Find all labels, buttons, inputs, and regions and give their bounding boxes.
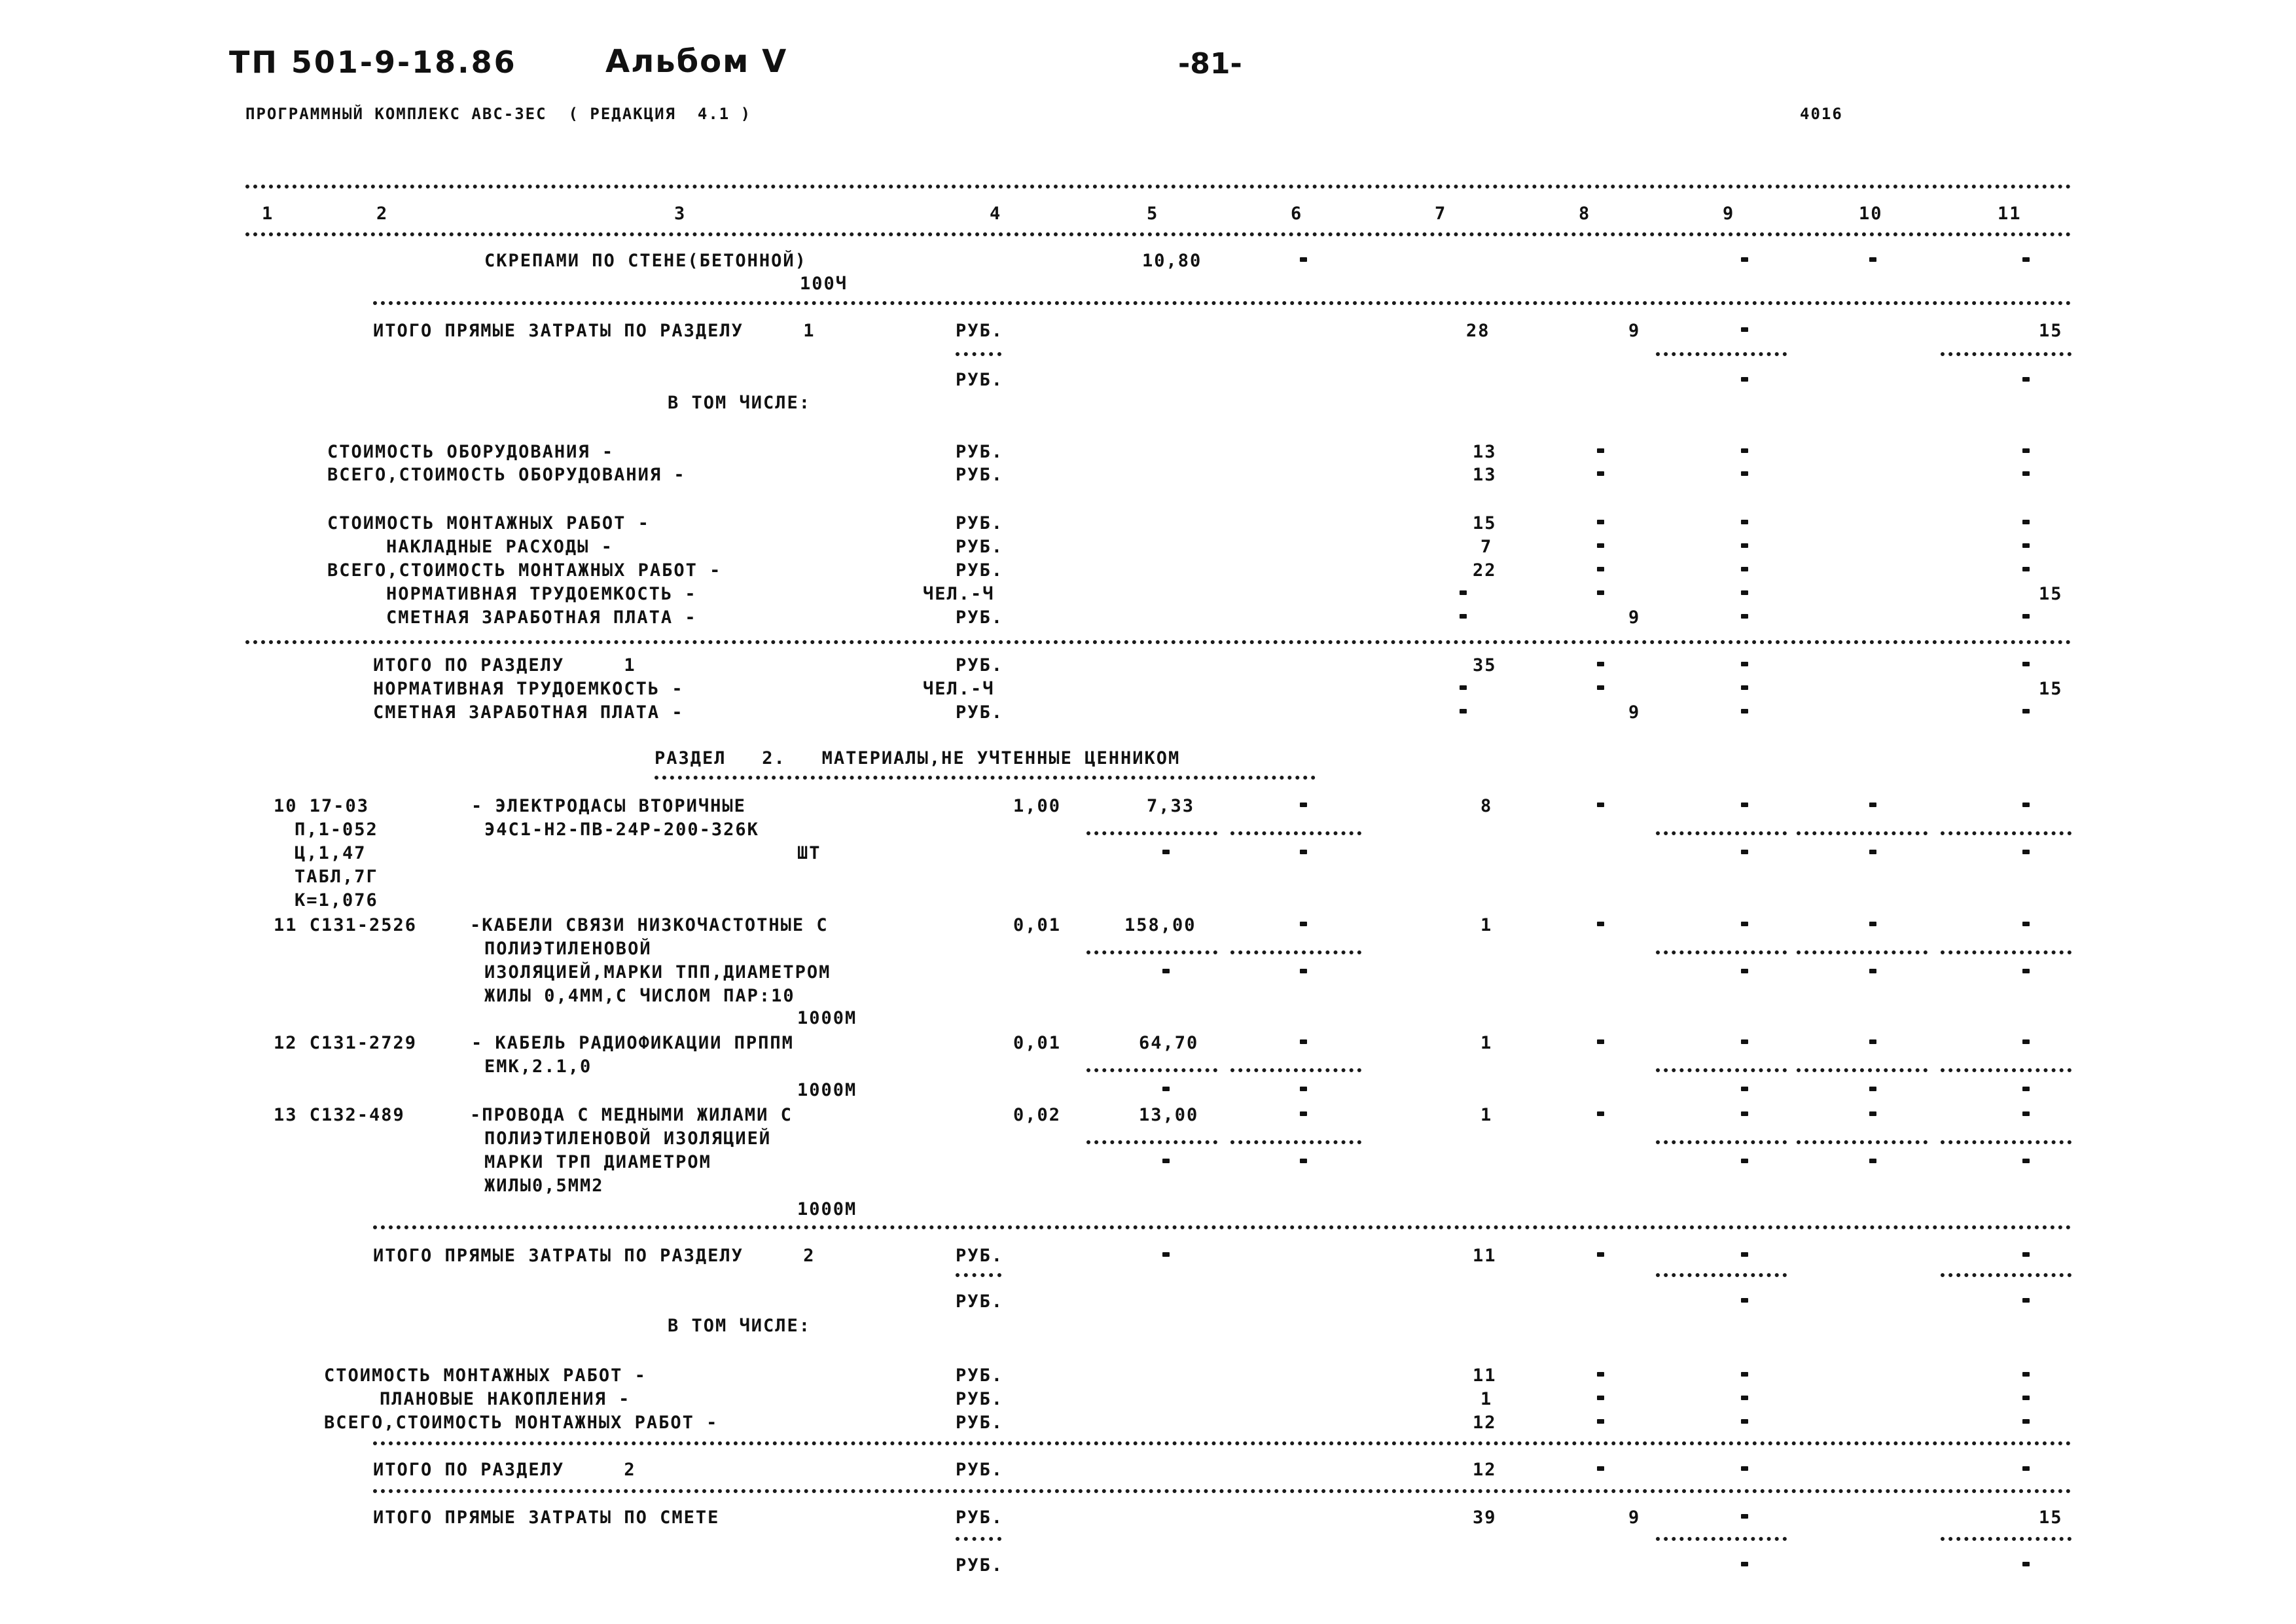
column-header: 4	[990, 204, 1002, 224]
item-description: ЖИЛЫ 0,4ММ,С ЧИСЛОМ ПАР:10	[484, 986, 795, 1006]
value: 1	[1480, 1033, 1493, 1053]
dash-mark	[1869, 1111, 1876, 1116]
unit: РУБ.	[956, 1460, 1004, 1480]
unit: РУБ.	[956, 465, 1004, 485]
dash-mark	[1597, 803, 1604, 807]
document-number: 4016	[1800, 105, 1843, 123]
unit-price: 13,00	[1139, 1105, 1199, 1125]
dash-mark	[1869, 257, 1876, 262]
document-code: ТП 501-9-18.86	[229, 45, 517, 80]
separator	[1656, 1068, 1787, 1072]
dash-mark	[1741, 1159, 1748, 1163]
item-description: - ЭЛЕКТРОДАСЫ ВТОРИЧНЫЕ	[471, 796, 746, 816]
dash-mark	[1597, 1372, 1604, 1377]
item-description: -КАБЕЛИ СВЯЗИ НИЗКОЧАСТОТНЫЕ С	[470, 915, 829, 935]
cost-label: СТОИМОСТЬ ОБОРУДОВАНИЯ -	[327, 442, 615, 462]
dash-mark	[2022, 543, 2030, 548]
dash-mark	[1597, 1252, 1604, 1257]
program-label: ПРОГРАММНЫЙ КОМПЛЕКС АВС-ЗЕС ( РЕДАКЦИЯ 4.1 )	[245, 105, 752, 123]
value: 35	[1473, 655, 1497, 676]
section-total-label: ИТОГО ПО РАЗДЕЛУ 2	[373, 1460, 636, 1480]
value: 12	[1473, 1413, 1497, 1433]
value: 1	[1480, 1105, 1493, 1125]
unit: РУБ.	[956, 321, 1004, 341]
dash-mark	[1300, 1159, 1307, 1163]
dash-mark	[1741, 1466, 1748, 1471]
separator	[1941, 950, 2072, 954]
dash-mark	[1597, 448, 1604, 453]
dash-mark	[1869, 803, 1876, 807]
value: 15	[1473, 513, 1497, 533]
dash-mark	[1741, 448, 1748, 453]
subsection-heading: В ТОМ ЧИСЛЕ:	[668, 1316, 812, 1336]
item-description: ПОЛИЭТИЛЕНОВОЙ ИЗОЛЯЦИЕЙ	[484, 1128, 772, 1149]
dash-mark	[1597, 1466, 1604, 1471]
separator	[956, 352, 1001, 356]
value: 22	[1473, 560, 1497, 581]
item-unit: 1000М	[797, 1199, 857, 1219]
value: 11	[1473, 1246, 1497, 1266]
value: 39	[1473, 1507, 1497, 1528]
dash-mark	[1162, 1159, 1170, 1163]
dash-mark	[1597, 1419, 1604, 1424]
separator	[1941, 352, 2072, 356]
dash-mark	[2022, 922, 2030, 926]
dash-mark	[2022, 1039, 2030, 1044]
unit: РУБ.	[956, 560, 1004, 581]
dash-mark	[1741, 1252, 1748, 1257]
value: 15	[2039, 321, 2063, 341]
unit: РУБ.	[956, 1507, 1004, 1528]
item-number: 10 17-03	[274, 796, 370, 816]
item-description: ПОЛИЭТИЛЕНОВОЙ	[484, 939, 652, 959]
item-number: 12 С131-2729	[274, 1033, 418, 1053]
cost-label: СТОИМОСТЬ МОНТАЖНЫХ РАБОТ -	[324, 1365, 647, 1386]
unit-price: 7,33	[1147, 796, 1195, 816]
cost-label: НАКЛАДНЫЕ РАСХОДЫ -	[386, 537, 613, 557]
dash-mark	[1869, 1039, 1876, 1044]
cost-label: СМЕТНАЯ ЗАРАБОТНАЯ ПЛАТА -	[386, 607, 697, 628]
value: 15	[2039, 584, 2063, 604]
column-header: 9	[1723, 204, 1735, 224]
cost-label: ВСЕГО,СТОИМОСТЬ ОБОРУДОВАНИЯ -	[327, 465, 686, 485]
separator	[1656, 831, 1787, 835]
dash-mark	[1741, 471, 1748, 476]
unit: РУБ.	[956, 702, 1004, 723]
column-header: 5	[1147, 204, 1159, 224]
column-header: 8	[1579, 204, 1591, 224]
dash-mark	[1741, 327, 1748, 332]
dash-mark	[1597, 567, 1604, 571]
column-header: 1	[262, 204, 274, 224]
separator	[1230, 1068, 1361, 1072]
unit-price: 64,70	[1139, 1033, 1199, 1053]
separator	[1797, 1140, 1928, 1144]
value: 15	[2039, 1507, 2063, 1528]
separator	[1086, 831, 1217, 835]
column-header: 10	[1859, 204, 1883, 224]
unit: РУБ.	[956, 1246, 1004, 1266]
dash-mark	[2022, 1372, 2030, 1377]
unit: РУБ.	[956, 1291, 1004, 1312]
separator	[956, 1537, 1001, 1541]
dash-mark	[2022, 662, 2030, 666]
dash-mark	[1597, 590, 1604, 595]
separator	[373, 1489, 2072, 1493]
separator	[245, 185, 2072, 189]
dash-mark	[1162, 1087, 1170, 1091]
dash-mark	[1741, 922, 1748, 926]
dash-mark	[1741, 520, 1748, 524]
item-description: Э4С1-Н2-ПВ-24Р-200-326К	[484, 820, 759, 840]
item-description: ИЗОЛЯЦИЕЙ,МАРКИ ТПП,ДИАМЕТРОМ	[484, 962, 831, 983]
column-header: 7	[1435, 204, 1447, 224]
value: 12	[1473, 1460, 1497, 1480]
dash-mark	[2022, 969, 2030, 973]
item-description: ЖИЛЫ0,5ММ2	[484, 1176, 604, 1196]
separator	[1941, 1068, 2072, 1072]
dash-mark	[1741, 969, 1748, 973]
item-reference: П,1-052	[295, 820, 378, 840]
dash-mark	[1741, 614, 1748, 619]
quantity: 0,01	[1013, 915, 1062, 935]
dash-mark	[1597, 1039, 1604, 1044]
dash-mark	[1300, 803, 1307, 807]
cost-label: ПЛАНОВЫЕ НАКОПЛЕНИЯ -	[380, 1389, 631, 1409]
value: 13	[1473, 465, 1497, 485]
item-number: 11 С131-2526	[274, 915, 418, 935]
separator	[1230, 950, 1361, 954]
dash-mark	[1869, 850, 1876, 854]
dash-mark	[1741, 662, 1748, 666]
dash-mark	[2022, 614, 2030, 619]
dash-mark	[2022, 1159, 2030, 1163]
dash-mark	[1741, 850, 1748, 854]
separator	[1656, 1273, 1787, 1277]
dash-mark	[1300, 969, 1307, 973]
unit: РУБ.	[956, 370, 1004, 390]
total-direct-costs-label: ИТОГО ПРЯМЫЕ ЗАТРАТЫ ПО РАЗДЕЛУ 2	[373, 1246, 816, 1266]
column-header: 3	[674, 204, 687, 224]
separator	[1086, 1068, 1217, 1072]
separator	[373, 301, 2072, 305]
quantity: 0,01	[1013, 1033, 1062, 1053]
dash-mark	[2022, 1087, 2030, 1091]
dash-mark	[1300, 1087, 1307, 1091]
column-header: 2	[376, 204, 389, 224]
album-label: Альбом V	[605, 43, 788, 80]
item-reference: ТАБЛ,7Г	[295, 867, 378, 887]
dash-mark	[1597, 922, 1604, 926]
subsection-heading: В ТОМ ЧИСЛЕ:	[668, 393, 812, 413]
unit: РУБ.	[956, 1413, 1004, 1433]
quantity: 0,02	[1013, 1105, 1062, 1125]
separator	[1230, 831, 1361, 835]
dash-mark	[2022, 520, 2030, 524]
separator	[1797, 950, 1928, 954]
value: 9	[1628, 702, 1641, 723]
cost-label: ВСЕГО,СТОИМОСТЬ МОНТАЖНЫХ РАБОТ -	[327, 560, 722, 581]
dash-mark	[2022, 567, 2030, 571]
dash-mark	[2022, 448, 2030, 453]
dash-mark	[1741, 377, 1748, 382]
dash-mark	[2022, 471, 2030, 476]
item-reference: К=1,076	[295, 890, 378, 911]
dash-mark	[1741, 590, 1748, 595]
cost-label: СТОИМОСТЬ МОНТАЖНЫХ РАБОТ -	[327, 513, 650, 533]
dash-mark	[1869, 969, 1876, 973]
dash-mark	[1300, 1039, 1307, 1044]
dash-mark	[1597, 662, 1604, 666]
item-unit: ШТ	[797, 843, 821, 863]
unit: ЧЕЛ.-Ч	[923, 679, 995, 699]
item-description: ЕМК,2.1,0	[484, 1056, 592, 1077]
page-number: -81-	[1178, 47, 1242, 81]
column-header: 11	[1998, 204, 2022, 224]
total-direct-costs-label: ИТОГО ПРЯМЫЕ ЗАТРАТЫ ПО РАЗДЕЛУ 1	[373, 321, 816, 341]
unit: РУБ.	[956, 655, 1004, 676]
item-description: МАРКИ ТРП ДИАМЕТРОМ	[484, 1152, 711, 1172]
dash-mark	[1597, 471, 1604, 476]
dash-mark	[1741, 1419, 1748, 1424]
value: 11	[1473, 1365, 1497, 1386]
value: 28	[1466, 321, 1490, 341]
dash-mark	[2022, 709, 2030, 713]
dash-mark	[1460, 685, 1467, 690]
value: 7	[1480, 537, 1493, 557]
dash-mark	[1162, 1252, 1170, 1257]
unit-price: 10,80	[1142, 251, 1202, 271]
value: 1	[1480, 1389, 1493, 1409]
dash-mark	[2022, 1396, 2030, 1400]
dash-mark	[2022, 1562, 2030, 1566]
cost-label: НОРМАТИВНАЯ ТРУДОЕМКОСТЬ -	[386, 584, 697, 604]
separator	[956, 1273, 1001, 1277]
dash-mark	[1597, 685, 1604, 690]
value: 9	[1628, 607, 1641, 628]
separator	[1230, 1140, 1361, 1144]
separator	[1656, 950, 1787, 954]
item-reference: Ц,1,47	[295, 843, 367, 863]
dash-mark	[1869, 922, 1876, 926]
dash-mark	[1741, 709, 1748, 713]
unit: РУБ.	[956, 1389, 1004, 1409]
dash-mark	[1741, 1039, 1748, 1044]
dash-mark	[1300, 257, 1307, 262]
dash-mark	[1300, 1111, 1307, 1116]
unit: РУБ.	[956, 607, 1004, 628]
dash-mark	[1460, 614, 1467, 619]
item-description: -ПРОВОДА С МЕДНЫМИ ЖИЛАМИ С	[470, 1105, 793, 1125]
value: 9	[1628, 321, 1641, 341]
separator	[1941, 831, 2072, 835]
dash-mark	[2022, 803, 2030, 807]
dash-mark	[2022, 1419, 2030, 1424]
dash-mark	[2022, 1298, 2030, 1303]
dash-mark	[1597, 1111, 1604, 1116]
value: 15	[2039, 679, 2063, 699]
dash-mark	[1741, 1298, 1748, 1303]
separator	[1656, 352, 1787, 356]
dash-mark	[1597, 543, 1604, 548]
dash-mark	[1741, 1562, 1748, 1566]
dash-mark	[1460, 590, 1467, 595]
dash-mark	[2022, 377, 2030, 382]
section-heading: РАЗДЕЛ 2. МАТЕРИАЛЫ,НЕ УЧТЕННЫЕ ЦЕННИКОМ	[655, 748, 1181, 768]
separator	[373, 1441, 2072, 1445]
separator	[245, 640, 2072, 644]
value: 8	[1480, 796, 1493, 816]
estimate-total-label: ИТОГО ПРЯМЫЕ ЗАТРАТЫ ПО СМЕТЕ	[373, 1507, 720, 1528]
item-number: 13 С132-489	[274, 1105, 405, 1125]
separator	[1797, 831, 1928, 835]
separator	[1941, 1537, 2072, 1541]
separator	[1941, 1140, 2072, 1144]
unit: РУБ.	[956, 1555, 1004, 1576]
separator	[373, 1225, 2072, 1229]
dash-mark	[1869, 1159, 1876, 1163]
dash-mark	[1741, 803, 1748, 807]
unit: РУБ.	[956, 537, 1004, 557]
dash-mark	[1300, 850, 1307, 854]
unit: ЧЕЛ.-Ч	[923, 584, 995, 604]
dash-mark	[1597, 1396, 1604, 1400]
item-unit: 100Ч	[800, 274, 848, 294]
dash-mark	[2022, 850, 2030, 854]
dash-mark	[2022, 1466, 2030, 1471]
dash-mark	[1741, 1514, 1748, 1519]
dash-mark	[2022, 1111, 2030, 1116]
dash-mark	[1460, 709, 1467, 713]
dash-mark	[1869, 1087, 1876, 1091]
dash-mark	[1162, 969, 1170, 973]
section-total-label: ИТОГО ПО РАЗДЕЛУ 1	[373, 655, 636, 676]
value: 1	[1480, 915, 1493, 935]
dash-mark	[2022, 1252, 2030, 1257]
cost-label: СМЕТНАЯ ЗАРАБОТНАЯ ПЛАТА -	[373, 702, 684, 723]
separator	[245, 232, 2072, 236]
item-unit: 1000М	[797, 1080, 857, 1100]
item-description: СКРЕПАМИ ПО СТЕНЕ(БЕТОННОЙ)	[484, 251, 807, 271]
dash-mark	[1300, 922, 1307, 926]
separator	[1656, 1140, 1787, 1144]
item-unit: 1000М	[797, 1008, 857, 1028]
dash-mark	[1741, 567, 1748, 571]
cost-label: ВСЕГО,СТОИМОСТЬ МОНТАЖНЫХ РАБОТ -	[324, 1413, 719, 1433]
dash-mark	[1741, 1087, 1748, 1091]
dash-mark	[1741, 1372, 1748, 1377]
dash-mark	[1741, 257, 1748, 262]
column-header: 6	[1291, 204, 1303, 224]
separator	[1656, 1537, 1787, 1541]
value: 9	[1628, 1507, 1641, 1528]
dash-mark	[1741, 543, 1748, 548]
unit: РУБ.	[956, 513, 1004, 533]
dash-mark	[1597, 520, 1604, 524]
dash-mark	[1741, 1396, 1748, 1400]
item-description: - КАБЕЛЬ РАДИОФИКАЦИИ ПРППМ	[471, 1033, 794, 1053]
dash-mark	[2022, 257, 2030, 262]
separator	[1086, 1140, 1217, 1144]
cost-label: НОРМАТИВНАЯ ТРУДОЕМКОСТЬ -	[373, 679, 684, 699]
value: 13	[1473, 442, 1497, 462]
quantity: 1,00	[1013, 796, 1062, 816]
separator	[1797, 1068, 1928, 1072]
dash-mark	[1741, 1111, 1748, 1116]
unit: РУБ.	[956, 1365, 1004, 1386]
dash-mark	[1741, 685, 1748, 690]
separator	[1086, 950, 1217, 954]
unit: РУБ.	[956, 442, 1004, 462]
separator	[655, 776, 1316, 780]
separator	[1941, 1273, 2072, 1277]
dash-mark	[1162, 850, 1170, 854]
unit-price: 158,00	[1124, 915, 1196, 935]
